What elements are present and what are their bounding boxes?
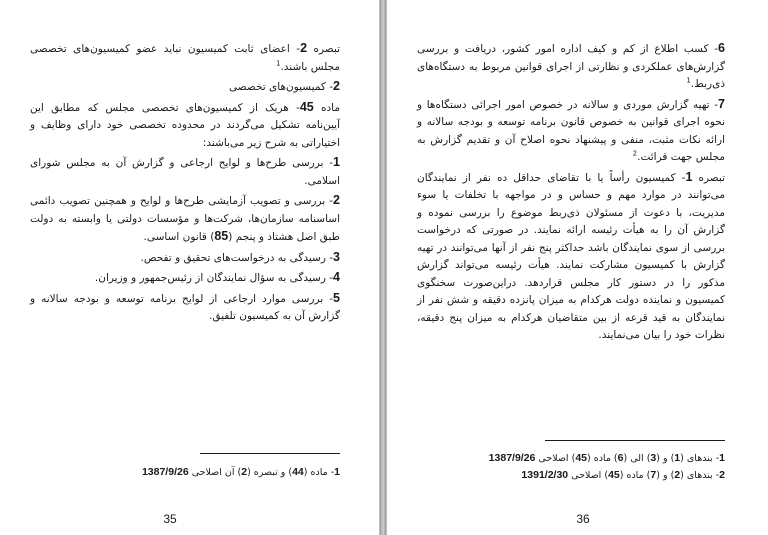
number-run: 2 [333,193,340,207]
paragraph [30,192,340,247]
footnote-run: 2 [674,469,681,481]
number-run: 45 [299,99,314,114]
paragraph [30,249,340,268]
footnote-run: ) آن اصلاحی [188,467,242,478]
footnote-run: 6 [617,452,624,464]
footnote-run: - بندهای ( [680,453,720,464]
number-run: 1 [333,155,340,169]
footnote-run: 1 [334,466,340,478]
footnote-run: ) و ( [656,453,675,464]
footnote-run: - بندهای ( [680,470,720,481]
page-body [30,40,340,328]
text-run: - بررسی و تصویب آزمایشی طرح‌ها و لوایح و همچنین تصویب دائمی اساسنامه سازمان‌ها، شرکت‌ها و مؤسسات دولتی یا وابسته به دولت طبق اصل هشتاد و پنجم ( [30,195,340,243]
text-run: - هریک از کمیسیون‌های تخصصی مجلس که مطابق این آیین‌نامه تشکیل می‌گردند در محدوده تخصصی خود دارای وظایف و اختیاراتی به شرح زیر می‌باشند: [30,101,340,149]
footnote-run: ) و ( [656,470,675,481]
text-run: - بررسی موارد ارجاعی از لوایح برنامه توسعه و بودجه سالانه و گزارش آن به کمیسیون تلفیق. [30,292,340,322]
number-run: 2 [333,79,340,93]
page-36 [386,0,768,535]
text-run: تبصره [307,43,340,55]
footnote [417,467,725,484]
paragraph [417,169,725,345]
footnote-run: 7 [650,469,657,481]
footnote-run: 1387/9/26 [141,466,189,478]
text-run: تبصره [692,171,725,184]
footnote [417,450,725,467]
footnotes [30,464,340,481]
footnote-separator [200,453,340,454]
footnote-run: ) و تبصره ( [247,467,293,478]
paragraph [30,154,340,190]
paragraph [417,96,725,167]
footnote-run: 45 [608,469,620,481]
paragraph [30,78,340,97]
number-run: 85 [214,229,229,243]
paragraph [417,40,725,94]
text-run: ماده [313,101,341,114]
number-run: 6 [718,41,725,55]
footnote [30,464,340,481]
page-body [417,40,725,347]
footnote-ref: 2 [632,149,638,158]
footnote-ref: 1 [275,59,281,67]
text-run: - کمیسیون رأساً یا با تقاضای حداقل ده نفر از نمایندگان می‌توانند در موارد مهم و حساس و در مواجهه با تخلفات یا سوء مدیریت، با دعوت از مسئولان ذی‌ربط موضوع را بررسی نموده و گزارش آن را به هیأت رئیسه ارائه نمایند. در صورتی که درخواست بررسی از سوی نمایندگان باشد حداکثر پنج نفر از آنها می‌توانند در تهیه گزارش با کمیسیون مشارکت نمایند. هیأت رئیسه می‌تواند گزارش مذکور را در دستور کار مجلس قراردهد. دراین‌صورت سخنگوی کمیسیون و نماینده دولت هرکدام به میزان پانزده دقیقه و شش نفر از نمایندگان به قید قرعه از بین متقاضیان هرکدام به میزان پنج دقیقه، نظرات خود را بیان می‌نمایند. [417,171,725,341]
text-run: - کمیسیون‌های تخصصی [229,81,334,93]
number-run: 2 [300,41,308,55]
number-run: 5 [333,290,340,305]
page-35 [0,0,380,535]
text-run: - رسیدگی به سؤال نمایندگان از رئیس‌جمهور و وزیران. [94,272,334,284]
number-run: 3 [333,249,340,264]
footnote-run: 2 [719,469,725,481]
number-run: 4 [333,270,340,284]
footnote-ref: 1 [686,76,691,85]
footnote-run: 2 [241,466,248,478]
page-number: 35 [163,512,177,526]
paragraph [30,99,340,153]
text-run: - تهیه گزارش موردی و سالانه در خصوص امور اجرائی دستگاه‌ها و نحوه اجرای قوانین به خصوص قانون برنامه توسعه و بودجه سالانه و ارائه نکات مثبت، منفی و پیشنهاد نحوه اصلاح آن و تقدیم گزارش به مجلس جهت قرائت. [417,98,725,163]
footnote-run: 1391/2/30 [521,469,569,481]
footnote-run: 1 [719,452,725,464]
paragraph [30,269,340,288]
footnote-run: ) ماده ( [587,453,618,464]
footnote-run: ) الی ( [623,453,651,464]
footnote-run: 1387/9/26 [488,452,536,464]
footnote-run: 45 [575,452,587,464]
footnote-run: ) اصلاحی [535,453,576,464]
footnote-separator [545,440,725,441]
footnote-run: ) اصلاحی [568,470,609,481]
footnote-run: - ماده ( [303,467,335,478]
page-number: 36 [576,512,590,526]
paragraph [30,40,340,76]
text-run: - رسیدگی به درخواست‌های تحقیق و تفحص. [140,251,334,264]
number-run: 1 [685,169,693,184]
footnote-run: 44 [292,466,304,478]
paragraph [30,290,340,326]
number-run: 7 [718,96,725,111]
text-run: - اعضای ثابت کمیسیون نباید عضو کمیسیون‌های تخصصی مجلس باشند. [30,43,340,73]
text-run: - بررسی طرح‌ها و لوایح ارجاعی و گزارش آن به مجلس شورای اسلامی. [30,157,340,187]
footnote-run: 3 [650,452,657,464]
text-run: - کسب اطلاع از کم و کیف اداره امور کشور، دریافت و بررسی گزارش‌های عملکردی و نظارتی از اجرای قوانین مربوط به دستگاه‌های ذی‌ربط. [417,43,725,90]
text-run: ) قانون اساسی. [143,231,215,243]
footnote-run: 1 [674,452,681,464]
footnotes [417,450,725,484]
footnote-run: ) ماده ( [619,470,651,481]
